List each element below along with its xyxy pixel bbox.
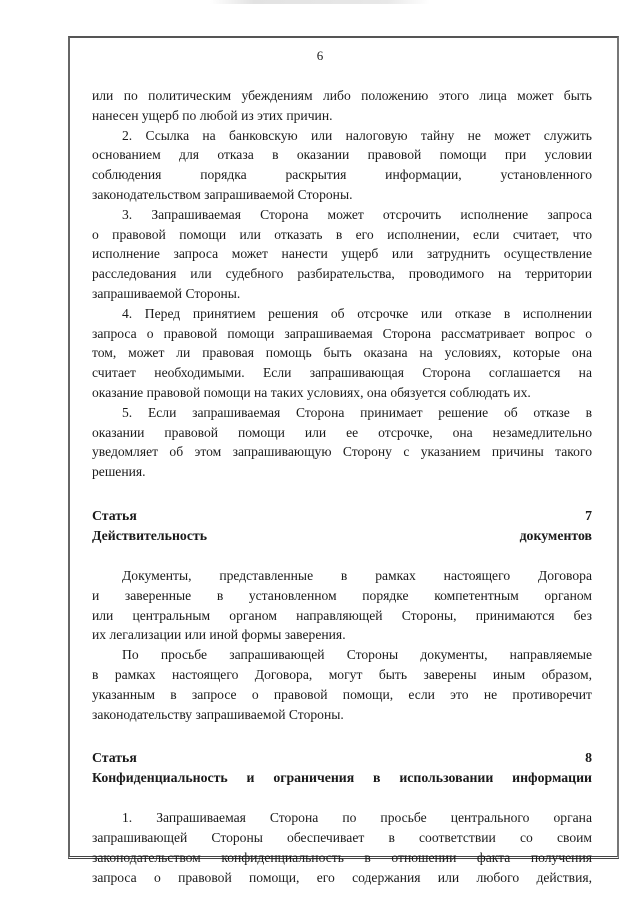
text-line: оказание правовой помощи на таких условиях, она обязуется соблюдать их. xyxy=(92,384,531,400)
text-line: основанием для отказа в оказании правовой помощи при условии xyxy=(92,147,592,163)
text-line: соблюдения порядка раскрытия информации, установленного xyxy=(92,167,592,183)
text-line: или по политическим убеждениям либо положению этого лица может быть xyxy=(92,88,592,103)
text-line: По просьбе запрашивающей Стороны документы, направляемые xyxy=(122,647,592,663)
text-line: 3. Запрашиваемая Сторона может отсрочить исполнение запроса xyxy=(122,206,592,222)
document-body xyxy=(92,86,592,888)
scan-artifact xyxy=(210,0,430,4)
text-line: расследования или судебного разбирательства, проводимого на территории xyxy=(92,266,592,282)
text-line: 2. Ссылка на банковскую или налоговую тайну не может служить xyxy=(122,127,592,143)
text-line: 4. Перед принятием решения об отсрочке или отказе в исполнении xyxy=(122,305,592,321)
text-line: запрашивающей Стороны обеспечивает в соответствии со своим xyxy=(92,830,592,846)
text-line: запрашиваемой Стороны. xyxy=(92,285,241,301)
page-number: 6 xyxy=(316,48,324,63)
text-line: законодательством конфиденциальность в отношении факта получения xyxy=(92,849,592,865)
paragraphs-block-1 xyxy=(92,86,592,482)
text-line: нанесен ущерб по любой из этих причин. xyxy=(92,107,333,123)
text-line: в рамках настоящего Договора, могут быть заверены иным образом, xyxy=(92,666,592,682)
paragraphs-block-2 xyxy=(92,566,592,724)
article-8-title: Конфиденциальность и ограничения в использовании информации xyxy=(92,770,592,786)
text-line: законодательством запрашиваемой Стороны. xyxy=(92,186,353,202)
text-line: о правовой помощи или отказать в его исполнении, если считает, что xyxy=(92,226,592,242)
text-line: и заверенные в установленном порядке компетентным органом xyxy=(92,587,592,603)
text-line: запроса о правовой помощи запрашиваемая Сторона рассматривает вопрос о xyxy=(92,325,592,341)
text-line: запроса о правовой помощи, его содержания или любого действия, xyxy=(92,869,592,885)
text-line: указанным в запросе о правовой помощи, если это не противоречит xyxy=(92,686,592,702)
text-line: или центральным органом направляющей Стороны, принимаются без xyxy=(92,607,592,623)
text-line: решения. xyxy=(92,464,146,480)
text-line: 5. Если запрашиваемая Сторона принимает решение об отказе в xyxy=(122,404,592,420)
text-line: Документы, представленные в рамках настоящего Договора xyxy=(122,567,592,583)
text-line: том, может ли правовая помощь быть оказана на условиях, которые она xyxy=(92,345,592,361)
text-line: 1. Запрашиваемая Сторона по просьбе центрального органа xyxy=(122,810,592,826)
article-8-label: Статья 8 xyxy=(92,750,592,766)
article-7-label: Статья 7 xyxy=(92,507,592,523)
article-7-title: Действительность документов xyxy=(92,527,592,543)
text-line: их легализации или иной формы заверения. xyxy=(92,627,346,643)
text-line: оказании правовой помощи или ее отсрочке, она незамедлительно xyxy=(92,424,592,440)
text-line: законодательству запрашиваемой Стороны. xyxy=(92,706,344,722)
paragraphs-block-3 xyxy=(92,808,592,887)
text-line: уведомляет об этом запрашивающую Сторону с указанием причины такого xyxy=(92,444,592,460)
text-line: считает необходимыми. Если запрашивающая Сторона соглашается на xyxy=(92,365,592,381)
text-line: исполнение запроса может нанести ущерб или затруднить осуществление xyxy=(92,246,592,262)
